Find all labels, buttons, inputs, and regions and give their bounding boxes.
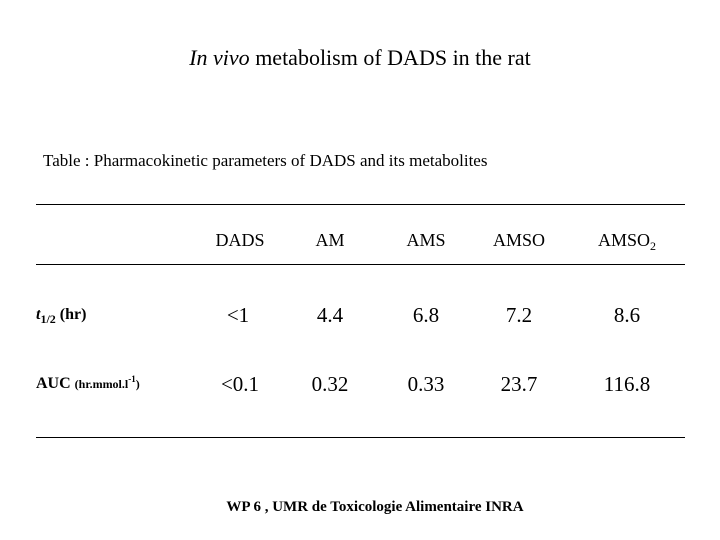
column-header-ams: AMS <box>406 230 446 250</box>
row-label-auc-main: AUC <box>36 375 75 392</box>
column-header-dads: DADS <box>215 230 265 250</box>
title-rest: metabolism of DADS in the rat <box>249 45 531 70</box>
column-header-amso: AMSO <box>492 230 545 250</box>
table-caption: Table : Pharmacokinetic parameters of DADS and its metabolites <box>43 151 488 170</box>
row-label-auc-unit: (hr.mmol.l <box>74 377 129 391</box>
row-label-auc-superscript: -1 <box>128 374 136 384</box>
table-cell: 116.8 <box>603 372 651 396</box>
table-cell: 23.7 <box>500 372 538 396</box>
row-label-half-life-subscript: 1/2 <box>40 312 56 326</box>
footer-credit: WP 6 , UMR de Toxicologie Alimentaire INRA <box>226 499 524 515</box>
table-bottom-rule <box>36 437 685 438</box>
table-cell: 8.6 <box>613 303 641 327</box>
table-cell: 0.32 <box>311 372 349 396</box>
table-top-rule <box>36 204 685 205</box>
row-label-auc-close: ) <box>135 377 140 391</box>
table-cell: 0.33 <box>407 372 445 396</box>
table-cell: 7.2 <box>505 303 533 327</box>
column-header-am: AM <box>315 230 345 250</box>
row-label-half-life-main: t <box>36 306 41 323</box>
table-cell: <1 <box>226 303 250 327</box>
column-header-amso2-text: AMSO <box>597 230 650 250</box>
row-label-half-life <box>36 303 86 327</box>
row-label-auc <box>36 372 140 397</box>
table-cell: <0.1 <box>220 372 260 396</box>
table-cell: 6.8 <box>412 303 440 327</box>
slide-title <box>0 44 720 72</box>
column-header-amso2 <box>577 228 677 254</box>
column-header-amso2-subscript: 2 <box>650 239 656 253</box>
row-label-half-life-unit: (hr) <box>55 306 87 323</box>
table-header-rule <box>36 264 685 265</box>
table-cell: 4.4 <box>316 303 344 327</box>
title-italic: In vivo <box>189 45 250 70</box>
